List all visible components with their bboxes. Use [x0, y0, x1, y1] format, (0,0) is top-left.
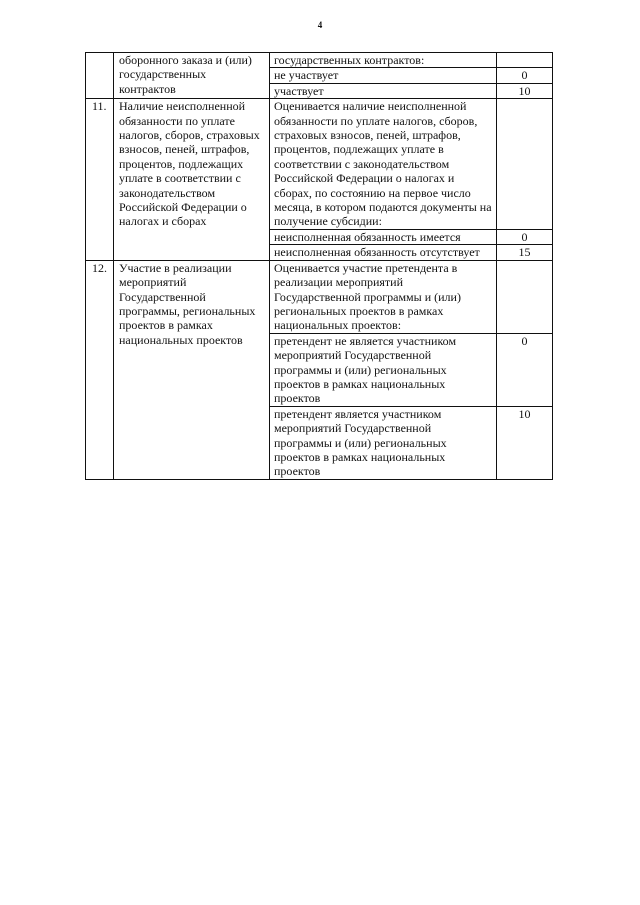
score-cell — [497, 99, 553, 230]
option-score: 0 — [497, 68, 553, 83]
table-row — [86, 260, 553, 333]
option-score: 0 — [497, 229, 553, 244]
table-row — [86, 99, 553, 230]
option-label: участвует — [270, 83, 497, 98]
option-label: претендент не является участником мероприятий Государственной программы и (или) региональных проектов в рамках национальных проектов — [270, 333, 497, 406]
option-score: 10 — [497, 83, 553, 98]
option-label: претендент является участником мероприятий Государственной программы и (или) региональных проектов в рамках национальных проектов — [270, 406, 497, 479]
option-label: не участвует — [270, 68, 497, 83]
criterion-description: Оценивается участие претендента в реализации мероприятий Государственной программы и (или) региональных проектов в рамках национальных проектов: — [270, 260, 497, 333]
option-score: 10 — [497, 406, 553, 479]
page-number: 4 — [317, 20, 323, 30]
row-number: 11. — [86, 99, 114, 260]
option-label: неисполненная обязанность отсутствует — [270, 245, 497, 260]
criterion-description: государственных контрактов: — [270, 53, 497, 68]
criterion-name: оборонного заказа и (или) государственных контрактов — [114, 53, 270, 99]
option-label: неисполненная обязанность имеется — [270, 229, 497, 244]
criterion-name: Наличие неисполненной обязанности по уплате налогов, сборов, страховых взносов, пеней, штрафов, процентов, подлежащих уплате в соответствии с законодательством Российской Федерации о налогах и сборах — [114, 99, 270, 260]
option-score: 0 — [497, 333, 553, 406]
criterion-name: Участие в реализации мероприятий Государственной программы, региональных проектов в рамках национальных проектов — [114, 260, 270, 479]
criterion-description: Оценивается наличие неисполненной обязанности по уплате налогов, сборов, страховых взносов, пеней, штрафов, процентов, подлежащих уплате в соответствии с законодательством Российской Федерации о налогах и сборах, по состоянию на первое число месяца, в котором подаются документы на получение субсидии: — [270, 99, 497, 230]
score-cell — [497, 260, 553, 333]
score-cell — [497, 53, 553, 68]
table-row — [86, 53, 553, 68]
row-number: 12. — [86, 260, 114, 479]
criteria-table — [85, 52, 553, 480]
row-number-cell — [86, 53, 114, 99]
option-score: 15 — [497, 245, 553, 260]
